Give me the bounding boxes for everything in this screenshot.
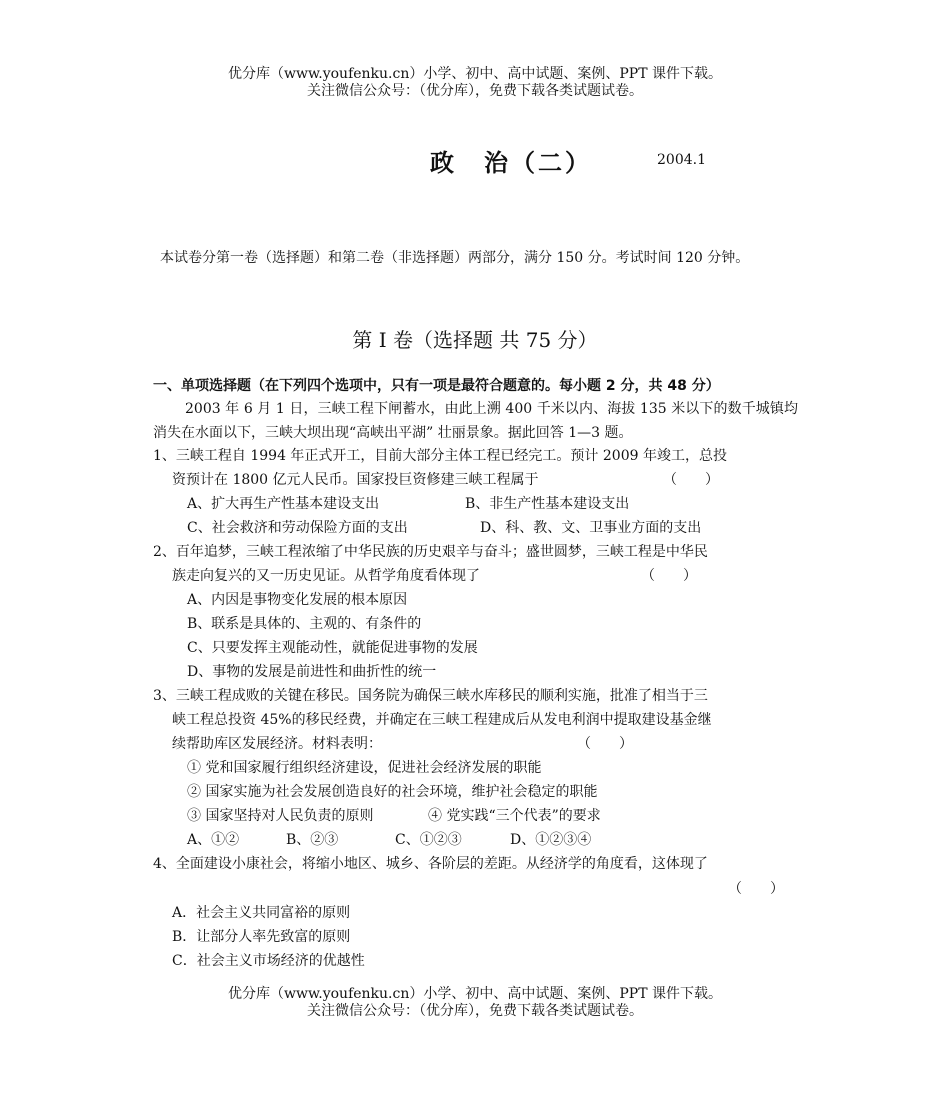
q4-stem-line1: 4、全面建设小康社会，将缩小地区、城乡、各阶层的差距。从经济学的角度看，这体现了	[153, 856, 708, 872]
q1-stem-line1: 1、三峡工程自 1994 年正式开工，目前大部分主体工程已经完工。预计 2009 年竣工，总投	[153, 448, 727, 464]
exam-intro	[160, 242, 790, 274]
q4-option-b: B．让部分人率先致富的原则	[172, 929, 351, 945]
header-line-1: 优分库（www.youfenku.cn）小学、初中、高中试题、案例、PPT 课件下载。	[227, 66, 722, 82]
footer-line-1: 优分库（www.youfenku.cn）小学、初中、高中试题、案例、PPT 课件下载。	[227, 986, 722, 1002]
q3-option-c: C、①②③	[395, 832, 462, 848]
footer-line-2: 关注微信公众号：（优分库），免费下载各类试题试卷。	[307, 1003, 643, 1019]
q3-item-4: ④ 党实践“三个代表”的要求	[428, 808, 601, 824]
q1-answer-bracket: （ ）	[663, 472, 719, 488]
q3-answer-bracket: （ ）	[577, 736, 633, 752]
exam-intro-text: 本试卷分第一卷（选择题）和第二卷（非选择题）两部分，满分 150 分。考试时间 120 分钟。	[160, 250, 750, 266]
header-line-2: 关注微信公众号：（优分库），免费下载各类试题试卷。	[307, 83, 643, 99]
q1-stem-line2: 资预计在 1800 亿元人民币。国家投巨资修建三峡工程属于	[172, 472, 539, 488]
exam-date: 2004.1	[657, 152, 706, 168]
q3-stem-line2: 峡工程总投资 45%的移民经费，并确定在三峡工程建成后从发电利润中提取建设基金继	[172, 712, 712, 728]
page-title: 政 治（二）	[430, 149, 592, 177]
q1-option-d: D、科、教、文、卫事业方面的支出	[480, 520, 702, 536]
q4-option-c: C．社会主义市场经济的优越性	[172, 953, 365, 969]
material-paragraph: 2003 年 6 月 1 日，三峡工程下闸蓄水，由此上溯 400 千米以内、海拔 135 米以下的数千城镇均消失在水面以下，三峡大坝出现“高峡出平湖” 壮丽景象。据此回答 1—3 题。	[153, 401, 798, 441]
q1-option-c: C、社会救济和劳动保险方面的支出	[187, 520, 408, 536]
q3-option-a: A、①②	[187, 832, 240, 848]
section-heading: 一、单项选择题（在下列四个选项中，只有一项是最符合题意的。每小题 2 分，共 48 分）	[153, 378, 720, 394]
q2-option-a: A、内因是事物变化发展的根本原因	[187, 592, 408, 608]
q3-option-d: D、①②③④	[510, 832, 592, 848]
q3-stem-line3: 续帮助库区发展经济。材料表明：	[172, 736, 382, 752]
q4-option-a: A．社会主义共同富裕的原则	[172, 905, 351, 921]
q2-option-c: C、只要发挥主观能动性，就能促进事物的发展	[187, 640, 478, 656]
q2-option-b: B、联系是具体的、主观的、有条件的	[187, 616, 422, 632]
q3-item-2: ② 国家实施为社会发展创造良好的社会环境，维护社会稳定的职能	[187, 784, 598, 800]
q2-answer-bracket: （ ）	[641, 568, 697, 584]
q3-option-b: B、②③	[286, 832, 339, 848]
q1-option-a: A、扩大再生产性基本建设支出	[187, 496, 380, 512]
q2-option-d: D、事物的发展是前进性和曲折性的统一	[187, 664, 437, 680]
q3-stem-line1: 3、三峡工程成败的关键在移民。国务院为确保三峡水库移民的顺利实施，批准了相当于三	[153, 688, 708, 704]
q4-answer-bracket: （ ）	[728, 881, 784, 897]
volume-title: 第 I 卷（选择题 共 75 分）	[352, 328, 598, 352]
q3-item-1: ① 党和国家履行组织经济建设，促进社会经济发展的职能	[187, 760, 542, 776]
q1-option-b: B、非生产性基本建设支出	[465, 496, 630, 512]
q2-stem-line1: 2、百年追梦，三峡工程浓缩了中华民族的历史艰辛与奋斗；盛世圆梦，三峡工程是中华民	[153, 544, 708, 560]
q3-item-3: ③ 国家坚持对人民负责的原则	[187, 808, 374, 824]
q2-stem-line2: 族走向复兴的又一历史见证。从哲学角度看体现了	[172, 568, 480, 584]
